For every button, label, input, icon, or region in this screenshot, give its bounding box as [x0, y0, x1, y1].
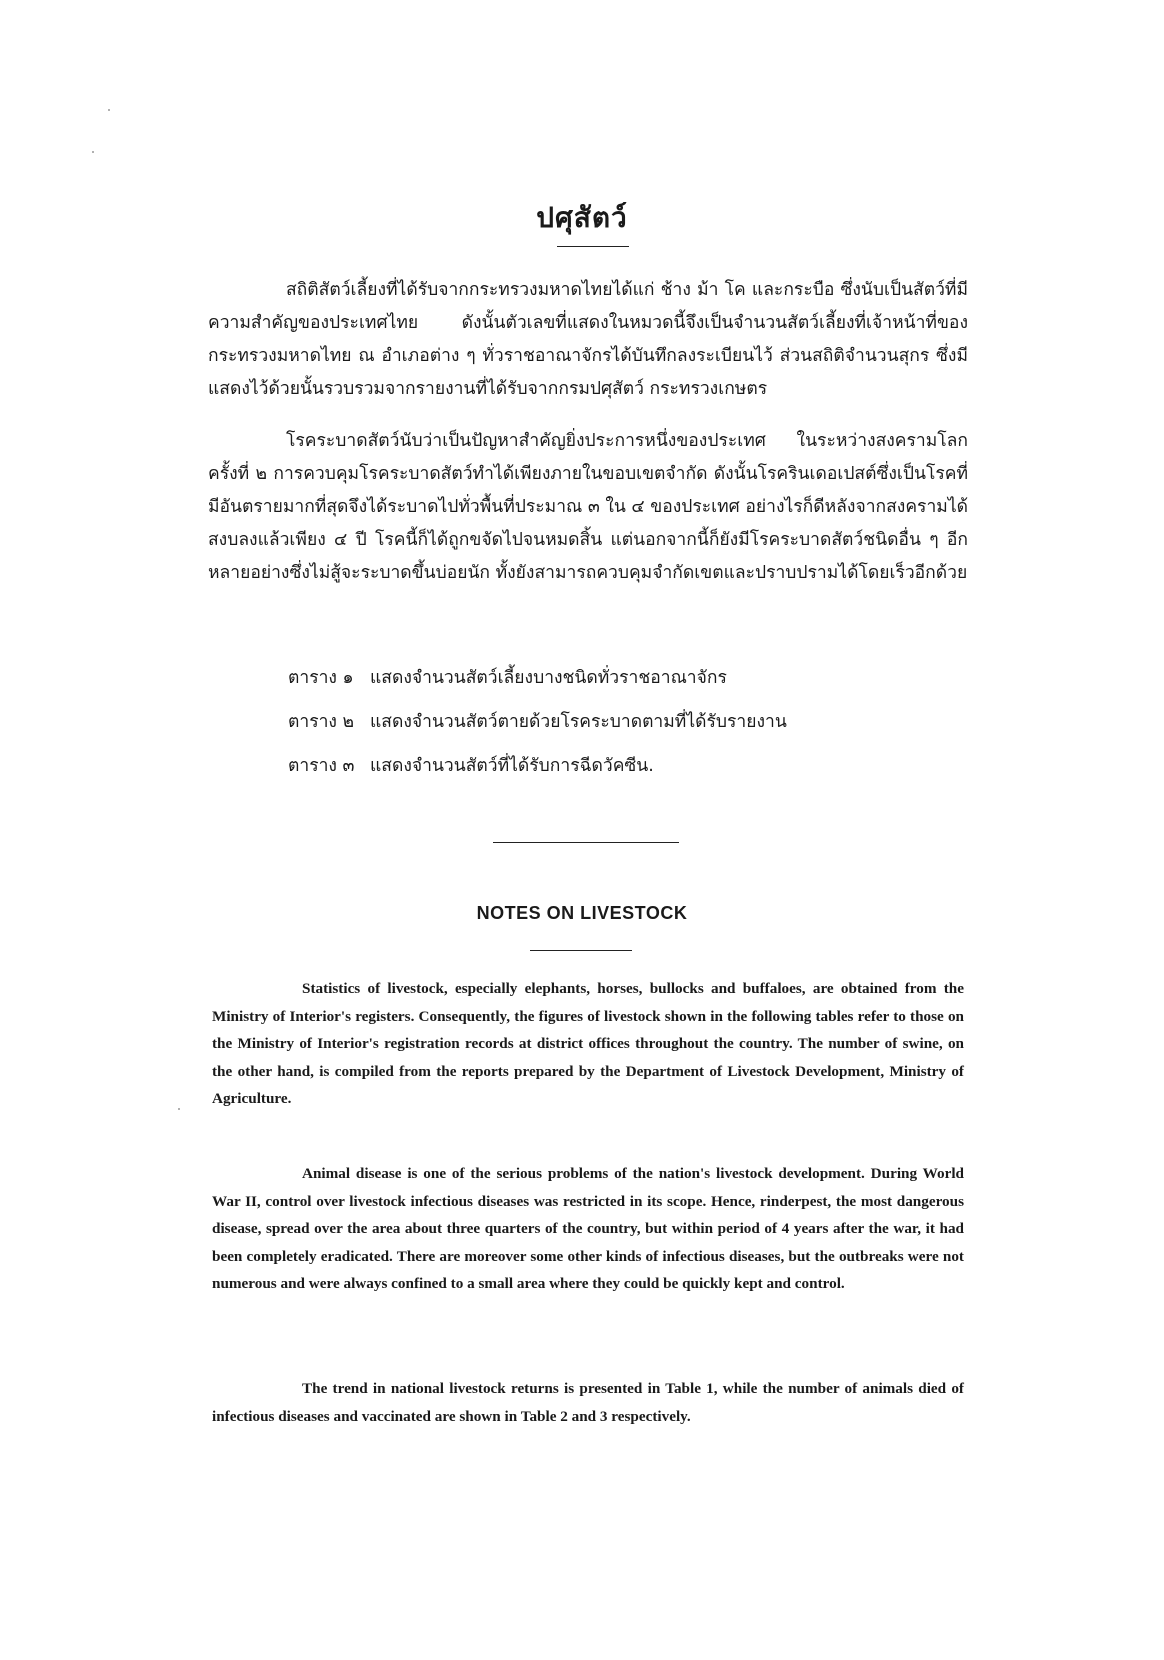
english-paragraph-2: Animal disease is one of the serious problems of the nation's livestock development. During World War II, control over livestock infectious diseases was restricted in its scope. Hence, rinderpest, the most dangerous disease, spread over the area about three quarters of the country, but within period of 4 years after the war, it had been completely eradicated. There are moreover some other kinds of infectious diseases, but the outbreaks were not numerous and were always confined to a small area where they could be quickly kept and control.: [212, 1165, 964, 1292]
english-paragraph-3: The trend in national livestock returns is presented in Table 1, while the number of animals died of infectious diseases and vaccinated are shown in Table 2 and 3 respectively.: [212, 1380, 964, 1425]
scan-speck: [178, 1108, 180, 1110]
thai-title-underline: [557, 246, 629, 247]
table-description: แสดงจำนวนสัตว์เลี้ยงบางชนิดทั่วราชอาณาจักร: [370, 668, 727, 688]
english-title-underline: [530, 950, 632, 951]
table-description: แสดงจำนวนสัตว์ที่ได้รับการฉีดวัคซีน.: [370, 756, 654, 776]
table-description: แสดงจำนวนสัตว์ตายด้วยโรคระบาดตามที่ได้รับรายงาน: [370, 712, 787, 732]
table-label: ตาราง ๑: [288, 668, 354, 688]
scan-speck: [108, 109, 110, 111]
section-divider: [493, 842, 679, 843]
table-label: ตาราง ๒: [288, 712, 355, 732]
table-list-item: [288, 656, 787, 700]
thai-paragraph-2: โรคระบาดสัตว์นับว่าเป็นปัญหาสำคัญยิ่งประการหนึ่งของประเทศ ในระหว่างสงครามโลกครั้งที่ ๒ การควบคุมโรคระบาดสัตว์ทำได้เพียงภายในขอบเขตจำกัด ดังนั้นโรครินเดอเปสต์ซึ่งเป็นโรคที่มีอันตรายมากที่สุดจึงได้ระบาดไปทั่วพื้นที่ประมาณ ๓ ใน ๔ ของประเทศ อย่างไรก็ดีหลังจากสงครามได้สงบลงแล้วเพียง ๔ ปี โรคนี้ก็ได้ถูกขจัดไปจนหมดสิ้น แต่นอกจากนี้ก็ยังมีโรคระบาดสัตว์ชนิดอื่น ๆ อีกหลายอย่างซึ่งไม่สู้จะระบาดขึ้นบ่อยนัก ทั้งยังสามารถควบคุมจำกัดเขตและปราบปรามได้โดยเร็วอีกด้วย: [208, 431, 968, 583]
thai-section-title: ปศุสัตว์: [536, 201, 628, 234]
table-label: ตาราง ๓: [288, 756, 355, 776]
table-list-item: [288, 700, 787, 744]
table-list-item: [288, 744, 787, 788]
english-paragraph-1: Statistics of livestock, especially elephants, horses, bullocks and buffaloes, are obtained from the Ministry of Interior's registers. Consequently, the figures of livestock shown in the following tables refer to those on the Ministry of Interior's registration records at district offices throughout the country. The number of swine, on the other hand, is compiled from the reports prepared by the Department of Livestock Development, Ministry of Agriculture.: [212, 980, 964, 1107]
thai-table-list: [288, 656, 787, 788]
thai-paragraph-1: สถิติสัตว์เลี้ยงที่ได้รับจากกระทรวงมหาดไทยได้แก่ ช้าง ม้า โค และกระบือ ซึ่งนับเป็นสัตว์ที่มีความสำคัญของประเทศไทย ดังนั้นตัวเลขที่แสดงในหมวดนี้จึงเป็นจำนวนสัตว์เลี้ยงที่เจ้าหน้าที่ของกระทรวงมหาดไทย ณ อำเภอต่าง ๆ ทั่วราชอาณาจักรได้บันทึกลงระเบียนไว้ ส่วนสถิติจำนวนสุกร ซึ่งมีแสดงไว้ด้วยนั้นรวบรวมจากรายงานที่ได้รับจากกรมปศุสัตว์ กระทรวงเกษตร: [208, 280, 968, 399]
english-section-title: NOTES ON LIVESTOCK: [476, 903, 688, 923]
scan-speck: [92, 151, 94, 153]
